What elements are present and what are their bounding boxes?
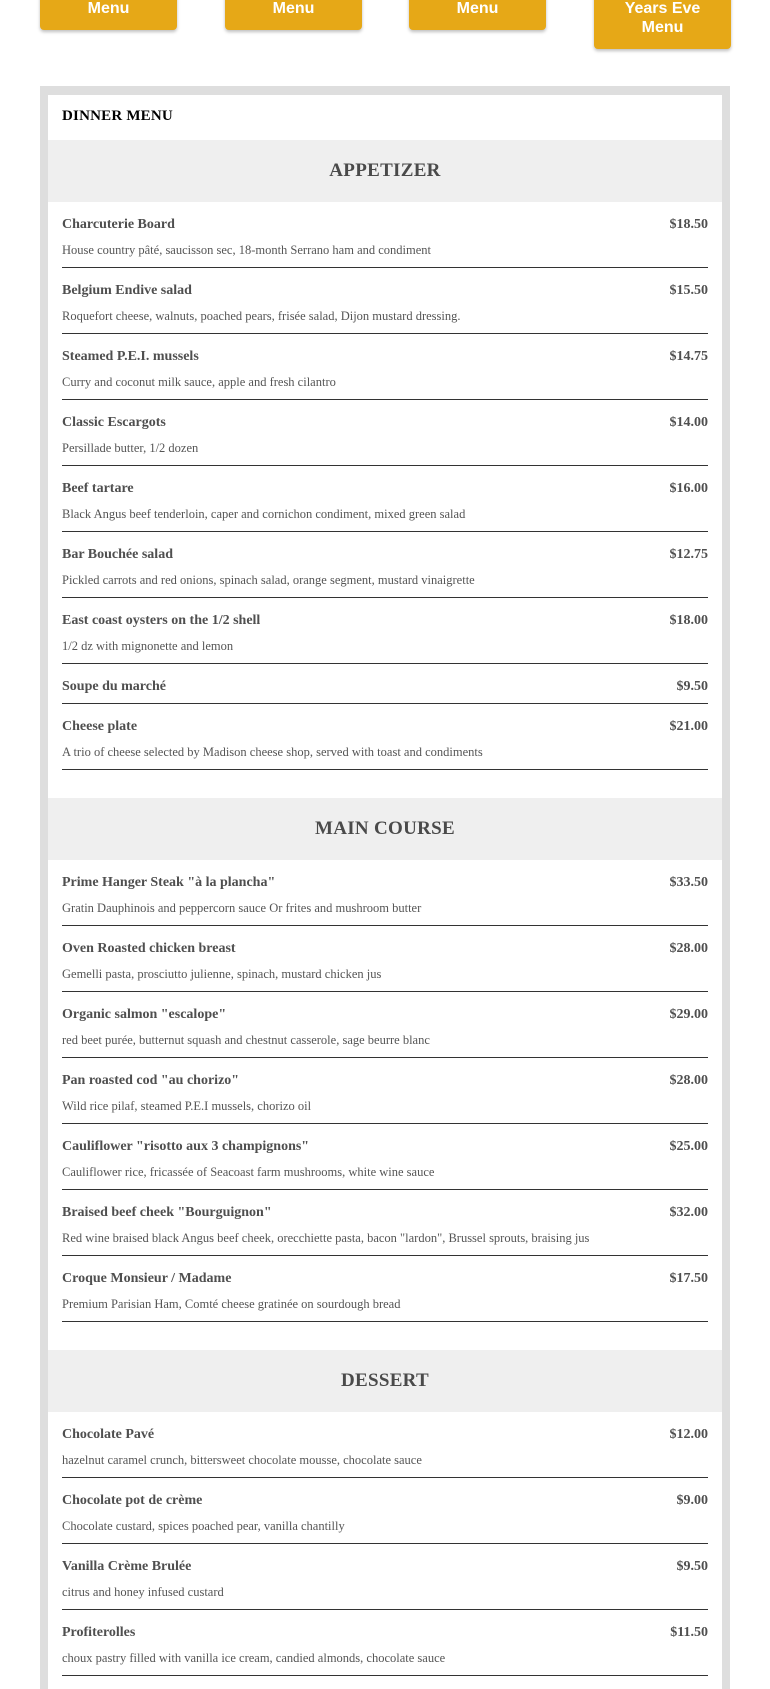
menu-tabs — [40, 0, 730, 60]
item-name: Bar Bouchée salad — [62, 547, 173, 562]
item-price: $12.00 — [669, 1427, 708, 1442]
item-price: $14.00 — [669, 415, 708, 430]
menu-item — [62, 532, 708, 598]
section-spacer — [48, 770, 722, 798]
item-name: Organic salmon "escalope" — [62, 1007, 227, 1022]
tab-label: Years Eve Menu — [624, 0, 701, 36]
menu-item — [62, 1478, 708, 1544]
menu-item — [62, 202, 708, 268]
menu-frame — [40, 86, 730, 1689]
item-name: Chocolate Pavé — [62, 1427, 155, 1442]
item-price: $11.50 — [670, 1625, 708, 1640]
menu-item — [62, 268, 708, 334]
menu-item — [62, 598, 708, 664]
item-name: Charcuterie Board — [62, 217, 175, 232]
item-price: $28.00 — [669, 1073, 708, 1088]
item-description: 1/2 dz with mignonette and lemon — [62, 639, 234, 653]
item-price: $32.00 — [669, 1205, 708, 1220]
menu-item — [62, 1544, 708, 1610]
item-price: $18.00 — [669, 613, 708, 628]
item-description: Gemelli pasta, prosciutto julienne, spinach, mustard chicken jus — [62, 967, 382, 981]
menu-item — [62, 860, 708, 926]
menu-item — [62, 1190, 708, 1256]
item-price: $9.00 — [676, 1493, 708, 1508]
menu-item — [62, 1256, 708, 1322]
item-price: $12.75 — [669, 547, 708, 562]
item-description: House country pâté, saucisson sec, 18-month Serrano ham and condiment — [62, 243, 432, 257]
item-description: Chocolate custard, spices poached pear, vanilla chantilly — [62, 1519, 345, 1533]
item-description: Red wine braised black Angus beef cheek, orecchiette pasta, bacon "lardon", Brussel sprouts, braising jus — [62, 1231, 590, 1245]
item-name: Beef tartare — [62, 481, 134, 496]
item-price: $29.00 — [669, 1007, 708, 1022]
section-header: APPETIZER — [48, 140, 722, 202]
menu-sections — [48, 140, 722, 1676]
item-price: $21.00 — [669, 719, 708, 734]
menu-item — [62, 400, 708, 466]
menu-item — [62, 992, 708, 1058]
item-description: Cauliflower rice, fricassée of Seacoast farm mushrooms, white wine sauce — [62, 1165, 435, 1179]
item-description: Curry and coconut milk sauce, apple and fresh cilantro — [62, 375, 336, 389]
tab-new-years-eve-menu[interactable] — [594, 0, 731, 49]
item-name: Braised beef cheek "Bourguignon" — [62, 1205, 272, 1220]
item-name: Cheese plate — [62, 719, 138, 734]
section-items — [48, 1412, 722, 1676]
item-description: choux pastry filled with vanilla ice cream, candied almonds, chocolate sauce — [62, 1651, 446, 1665]
item-description: citrus and honey infused custard — [62, 1585, 224, 1599]
item-description: hazelnut caramel crunch, bittersweet chocolate mousse, chocolate sauce — [62, 1453, 422, 1467]
item-price: $16.00 — [669, 481, 708, 496]
item-price: $33.50 — [669, 875, 708, 890]
item-name: Steamed P.E.I. mussels — [62, 349, 199, 364]
tab-menu-1[interactable] — [40, 0, 177, 30]
item-description: A trio of cheese selected by Madison cheese shop, served with toast and condiments — [62, 745, 483, 759]
tab-menu-2[interactable] — [225, 0, 362, 30]
item-price: $28.00 — [669, 941, 708, 956]
menu-item — [62, 1412, 708, 1478]
menu-item — [62, 704, 708, 770]
item-name: Prime Hanger Steak "à la plancha" — [62, 875, 276, 890]
item-description: Pickled carrots and red onions, spinach salad, orange segment, mustard vinaigrette — [62, 573, 475, 587]
menu-item — [62, 1058, 708, 1124]
item-description: Persillade butter, 1/2 dozen — [62, 441, 199, 455]
item-price: $14.75 — [669, 349, 708, 364]
item-description: Black Angus beef tenderloin, caper and cornichon condiment, mixed green salad — [62, 507, 466, 521]
tab-label: Menu — [272, 0, 315, 17]
item-description: red beet purée, butternut squash and chestnut casserole, sage beurre blanc — [62, 1033, 430, 1047]
tab-label: Menu — [456, 0, 499, 17]
section-items — [48, 202, 722, 770]
tab-menu-3[interactable] — [409, 0, 546, 30]
menu-title: DINNER MENU — [62, 108, 173, 124]
item-name: Pan roasted cod "au chorizo" — [62, 1073, 240, 1088]
item-price: $18.50 — [669, 217, 708, 232]
item-description: Premium Parisian Ham, Comté cheese gratinée on sourdough bread — [62, 1297, 401, 1311]
menu-item — [62, 664, 708, 704]
item-name: Cauliflower "risotto aux 3 champignons" — [62, 1139, 310, 1154]
item-name: Profiterolles — [62, 1625, 136, 1640]
item-name: Belgium Endive salad — [62, 283, 192, 298]
item-description: Gratin Dauphinois and peppercorn sauce Or frites and mushroom butter — [62, 901, 422, 915]
section-header: DESSERT — [48, 1350, 722, 1412]
menu-item — [62, 466, 708, 532]
item-name: East coast oysters on the 1/2 shell — [62, 613, 261, 628]
menu-item — [62, 334, 708, 400]
item-name: Soupe du marché — [62, 679, 166, 694]
item-price: $17.50 — [669, 1271, 708, 1286]
item-name: Vanilla Crème Brulée — [62, 1559, 192, 1574]
menu-card — [48, 95, 722, 1689]
item-name: Classic Escargots — [62, 415, 166, 430]
section-spacer — [48, 1322, 722, 1350]
item-description: Roquefort cheese, walnuts, poached pears, frisée salad, Dijon mustard dressing. — [62, 309, 461, 323]
section-items — [48, 860, 722, 1322]
item-name: Oven Roasted chicken breast — [62, 941, 236, 956]
item-price: $9.50 — [676, 1559, 708, 1574]
item-name: Croque Monsieur / Madame — [62, 1271, 232, 1286]
item-price: $25.00 — [669, 1139, 708, 1154]
menu-item — [62, 1610, 708, 1676]
item-price: $15.50 — [669, 283, 708, 298]
item-name: Chocolate pot de crème — [62, 1493, 203, 1508]
item-price: $9.50 — [676, 679, 708, 694]
section-header: MAIN COURSE — [48, 798, 722, 860]
menu-item — [62, 1124, 708, 1190]
tab-label: Menu — [87, 0, 130, 17]
menu-item — [62, 926, 708, 992]
item-description: Wild rice pilaf, steamed P.E.I mussels, chorizo oil — [62, 1099, 312, 1113]
